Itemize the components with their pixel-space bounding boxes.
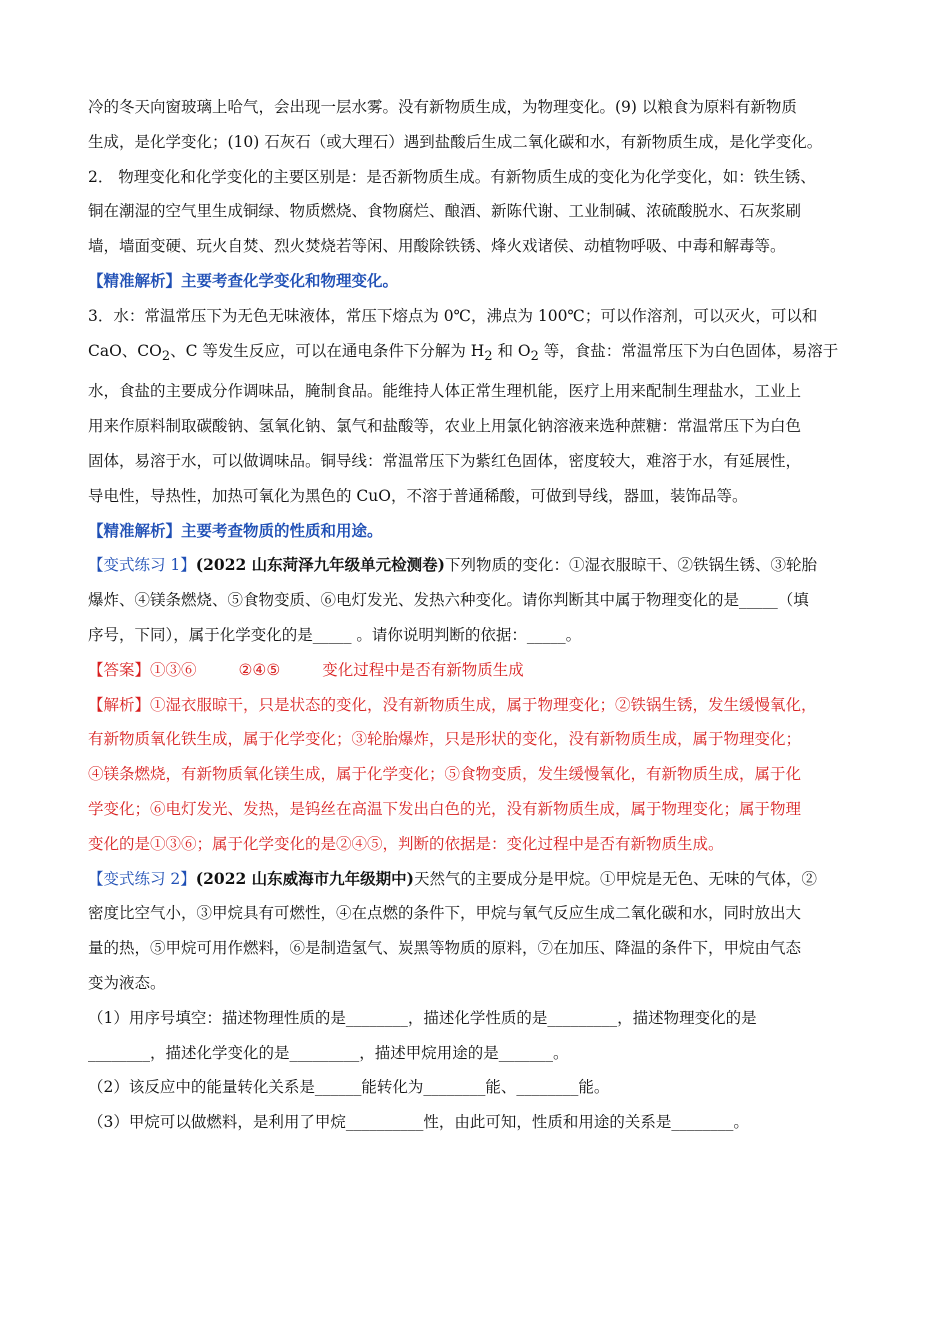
question-1-line: ________，描述化学变化的是_________，描述甲烷用途的是_______。: [88, 1043, 569, 1062]
answer-line: 【答案】①③⑥ ②④⑤ 变化过程中是否有新物质生成: [88, 660, 524, 679]
text-line: 铜在潮湿的空气里生成铜绿、物质燃烧、食物腐烂、酿酒、新陈代谢、工业制碱、浓硫酸脱水、石灰浆刷: [88, 202, 802, 221]
analysis-heading: 【精准解析】主要考查化学变化和物理变化。: [88, 270, 399, 290]
text-line: 墙，墙面变硬、玩火自焚、烈火焚烧若等闲、用酸除铁锈、烽火戏诸侯、动植物呼吸、中毒和解毒等。: [88, 237, 786, 256]
text-line: 生成，是化学变化；(10) 石灰石（或大理石）遇到盐酸后生成二氧化碳和水，有新物质生成，是化学变化。: [88, 132, 823, 151]
text-line: 固体，易溶于水，可以做调味品。铜导线：常温常压下为紫红色固体，密度较大，难溶于水，有延展性，: [88, 452, 802, 471]
text-line: CaO、$CO_2$、C 等发生反应，可以在通电条件下分解为 $H_2$ 和 $O_2$ 等，食盐：常温常压下为白色固体，易溶于: [88, 341, 839, 364]
analysis-heading: 【精准解析】主要考查物质的性质和用途。: [88, 520, 383, 540]
explanation-line: 【解析】①湿衣服晾干，只是状态的变化，没有新物质生成，属于物理变化；②铁锅生锈，发生缓慢氧化，: [88, 695, 817, 714]
text-line: 导电性，导热性，加热可氧化为黑色的 CuO，不溶于普通稀酸，可做到导线，器皿，装饰品等。: [88, 486, 748, 505]
text-line: 量的热，⑤甲烷可用作燃料，⑥是制造氢气、炭黑等物质的原料，⑦在加压、降温的条件下，甲烷由气态: [88, 939, 802, 958]
text-line: 2． 物理变化和化学变化的主要区别是：是否新物质生成。有新物质生成的变化为化学变化，如：铁生锈、: [88, 167, 816, 186]
explanation-line: 变化的是①③⑥；属于化学变化的是②④⑤，判断的依据是：变化过程中是否有新物质生成。: [88, 834, 724, 853]
text-line: 冷的冬天向窗玻璃上哈气，会出现一层水雾。没有新物质生成，为物理变化。(9) 以粮食为原料有新物质: [88, 98, 797, 116]
text-line: 变为液态。: [88, 974, 166, 993]
exercise-1-line: 【变式练习 1】(2022 山东菏泽九年级单元检测卷)下列物质的变化：①湿衣服晾干、②铁锅生锈、③轮胎: [88, 555, 818, 575]
exercise-2-line: 【变式练习 2】(2022 山东威海市九年级期中)天然气的主要成分是甲烷。①甲烷是无色、无味的气体，②: [88, 868, 818, 888]
exercise-tag: 【变式练习 1】: [88, 556, 196, 575]
text-line: 爆炸、④镁条燃烧、⑤食物变质、⑥电灯发光、发热六种变化。请你判断其中属于物理变化的是_____（填: [88, 591, 809, 610]
document-page: [88, 90, 878, 1140]
text-line: 序号，下同），属于化学变化的是_____ 。请你说明判断的依据：_____。: [88, 626, 582, 645]
exercise-source: (2022 山东威海市九年级期中): [195, 868, 415, 888]
text-line: 用来作原料制取碳酸钠、氢氧化钠、氯气和盐酸等，农业上用氯化钠溶液来选种蔗糖：常温常压下为白色: [88, 417, 802, 436]
explanation-line: ④镁条燃烧，有新物质氧化镁生成，属于化学变化；⑤食物变质，发生缓慢氧化，有新物质生成，属于化: [88, 765, 802, 784]
exercise-source: (2022 山东菏泽九年级单元检测卷): [195, 555, 446, 575]
text-line: 密度比空气小，③甲烷具有可燃性，④在点燃的条件下，甲烷与氧气反应生成二氧化碳和水，同时放出大: [88, 904, 802, 923]
question-1-line: （1）用序号填空：描述物理性质的是________，描述化学性质的是_________，描述物理变化的是: [88, 1008, 757, 1027]
explanation-line: 学变化；⑥电灯发光、发热，是钨丝在高温下发出白色的光，没有新物质生成，属于物理变化；属于物理: [88, 800, 802, 819]
explanation-line: 有新物质氧化铁生成，属于化学变化；③轮胎爆炸，只是形状的变化，没有新物质生成，属于物理变化；: [88, 730, 802, 749]
exercise-tag: 【变式练习 2】: [88, 869, 196, 888]
question-2-line: （2）该反应中的能量转化关系是______能转化为________能、________能。: [88, 1078, 610, 1097]
question-3-line: （3）甲烷可以做燃料，是利用了甲烷__________性，由此可知，性质和用途的关系是________。: [88, 1113, 749, 1132]
text-line: 3．水：常温常压下为无色无味液体，常压下熔点为 0℃，沸点为 100℃；可以作溶剂，可以灭火，可以和: [88, 306, 818, 325]
text-line: 水，食盐的主要成分作调味品，腌制食品。能维持人体正常生理机能，医疗上用来配制生理盐水，工业上: [88, 382, 802, 401]
